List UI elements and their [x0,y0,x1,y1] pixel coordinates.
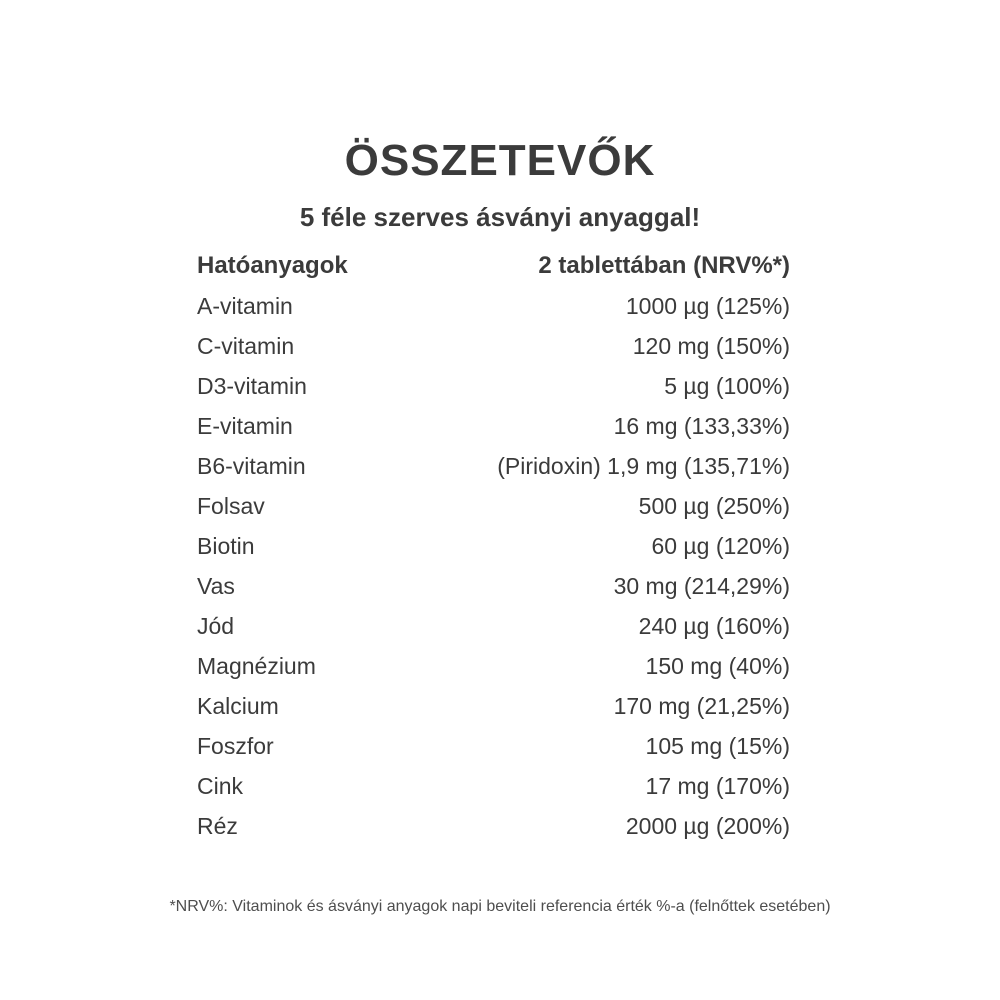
row-label: B6-vitamin [197,453,306,479]
row-value: 16 mg (133,33%) [613,413,790,439]
table-row [197,526,790,566]
table-row [197,766,790,806]
table-row [197,686,790,726]
row-label: A-vitamin [197,293,293,319]
table-row [197,646,790,686]
row-value: 240 µg (160%) [638,613,790,639]
table-header-row [197,246,790,286]
row-value: 120 mg (150%) [632,333,790,359]
row-value: 170 mg (21,25%) [613,693,790,719]
row-value: (Piridoxin) 1,9 mg (135,71%) [497,453,790,479]
row-label: Cink [197,773,244,799]
table-row [197,286,790,326]
row-label: E-vitamin [197,413,293,439]
table-row [197,366,790,406]
row-label: D3-vitamin [197,373,307,399]
row-label: Magnézium [197,653,316,679]
row-label: C-vitamin [197,333,295,359]
row-value: 105 mg (15%) [645,733,790,759]
ingredients-table [197,246,790,846]
row-label: Réz [197,813,238,839]
table-row [197,806,790,846]
table-body [197,286,790,846]
page-subtitle: 5 féle szerves ásványi anyaggal! [299,202,701,232]
row-value: 500 µg (250%) [638,493,790,519]
row-label: Kalcium [197,693,279,719]
page-title: ÖSSZETEVŐK [344,136,656,185]
row-value: 30 mg (214,29%) [613,573,790,599]
row-value: 5 µg (100%) [664,373,790,399]
table-row [197,446,790,486]
row-label: Jód [197,613,235,639]
table-row [197,566,790,606]
row-label: Folsav [197,493,265,519]
row-label: Vas [197,573,235,599]
header-ingredient-column: Hatóanyagok [197,252,348,279]
table-row [197,726,790,766]
row-value: 2000 µg (200%) [625,813,790,839]
nrv-footnote: *NRV%: Vitaminok és ásványi anyagok napi beviteli referencia érték %-a (felnőttek esetében) [169,898,831,915]
table-row [197,406,790,446]
row-value: 60 µg (120%) [651,533,790,559]
row-value: 1000 µg (125%) [625,293,790,319]
row-value: 17 mg (170%) [645,773,790,799]
table-row [197,606,790,646]
table-row [197,486,790,526]
row-value: 150 mg (40%) [645,653,790,679]
table-row [197,326,790,366]
header-amount-column: 2 tablettában (NRV%*) [538,252,790,279]
row-label: Biotin [197,533,255,559]
row-label: Foszfor [197,733,274,759]
